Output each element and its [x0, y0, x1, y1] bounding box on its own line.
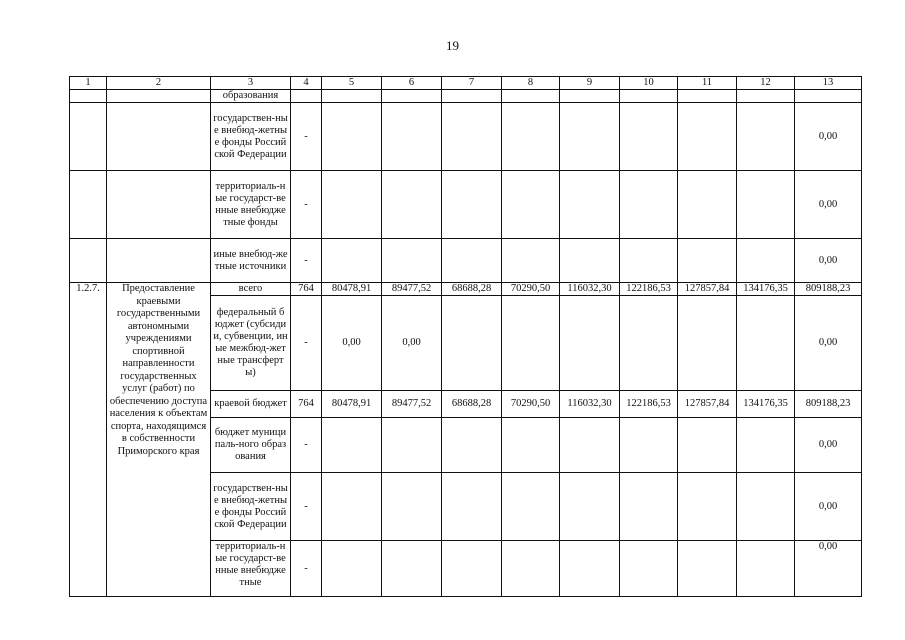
value-cell: 0,00 — [795, 541, 862, 597]
code-cell: - — [291, 541, 322, 597]
value-cell: 134176,35 — [737, 391, 795, 418]
value-cell — [322, 239, 382, 283]
value-cell — [678, 171, 737, 239]
value-cell — [560, 296, 620, 391]
value-cell: 0,00 — [795, 171, 862, 239]
value-cell — [678, 541, 737, 597]
funding-source-cell: государствен-ные внебюд-жетные фонды Российской Федерации — [211, 103, 291, 171]
value-cell — [442, 296, 502, 391]
header-cell: 4 — [291, 77, 322, 90]
budget-table — [69, 76, 862, 597]
value-cell: 116032,30 — [560, 391, 620, 418]
item-description-cell: Предоставление краевыми государственными автономными учреждениями спортивной направленности государственных услуг (работ) по обеспечению доступа населения к объектам спорта, находящимся в собственности Приморского края — [107, 283, 211, 597]
header-cell: 10 — [620, 77, 678, 90]
value-cell — [560, 418, 620, 473]
value-cell: 809188,23 — [795, 391, 862, 418]
code-cell: - — [291, 239, 322, 283]
code-cell: - — [291, 418, 322, 473]
table-row — [70, 171, 862, 239]
header-row — [70, 77, 862, 90]
funding-source-cell: образования — [211, 90, 291, 103]
value-cell — [382, 239, 442, 283]
value-cell — [737, 103, 795, 171]
funding-source-cell: краевой бюджет — [211, 391, 291, 418]
value-cell — [502, 473, 560, 541]
value-cell — [560, 239, 620, 283]
funding-source-cell: бюджет муниципаль-ного образования — [211, 418, 291, 473]
value-cell — [502, 296, 560, 391]
value-cell — [442, 90, 502, 103]
value-cell — [382, 171, 442, 239]
value-cell — [322, 103, 382, 171]
value-cell — [442, 418, 502, 473]
value-cell: 116032,30 — [560, 283, 620, 296]
value-cell: 0,00 — [795, 473, 862, 541]
value-cell: 122186,53 — [620, 283, 678, 296]
value-cell: 0,00 — [795, 103, 862, 171]
value-cell — [795, 90, 862, 103]
code-cell — [291, 90, 322, 103]
value-cell — [678, 296, 737, 391]
value-cell: 134176,35 — [737, 283, 795, 296]
value-cell: 0,00 — [795, 239, 862, 283]
value-cell — [502, 418, 560, 473]
value-cell — [678, 418, 737, 473]
item-number-cell — [70, 103, 107, 171]
item-number-cell — [70, 90, 107, 103]
value-cell — [560, 90, 620, 103]
value-cell — [560, 103, 620, 171]
value-cell — [502, 541, 560, 597]
value-cell — [620, 239, 678, 283]
value-cell — [620, 296, 678, 391]
header-cell: 5 — [322, 77, 382, 90]
value-cell: 0,00 — [382, 296, 442, 391]
value-cell: 0,00 — [795, 418, 862, 473]
value-cell: 809188,23 — [795, 283, 862, 296]
value-cell — [442, 541, 502, 597]
value-cell — [737, 296, 795, 391]
header-cell: 7 — [442, 77, 502, 90]
value-cell — [620, 90, 678, 103]
value-cell — [382, 418, 442, 473]
header-cell: 9 — [560, 77, 620, 90]
value-cell — [502, 171, 560, 239]
value-cell — [737, 541, 795, 597]
header-cell: 13 — [795, 77, 862, 90]
value-cell — [620, 541, 678, 597]
value-cell: 80478,91 — [322, 283, 382, 296]
value-cell — [737, 418, 795, 473]
value-cell: 70290,50 — [502, 283, 560, 296]
value-cell — [442, 171, 502, 239]
value-cell — [322, 171, 382, 239]
code-cell: - — [291, 103, 322, 171]
value-cell — [620, 473, 678, 541]
funding-source-cell: иные внебюд-жетные источники — [211, 239, 291, 283]
code-cell: 764 — [291, 283, 322, 296]
value-cell — [502, 90, 560, 103]
value-cell — [442, 103, 502, 171]
value-cell — [502, 239, 560, 283]
table-row — [70, 103, 862, 171]
value-cell — [560, 473, 620, 541]
code-cell: - — [291, 171, 322, 239]
value-cell — [382, 103, 442, 171]
value-cell — [737, 473, 795, 541]
value-cell — [678, 103, 737, 171]
header-cell: 2 — [107, 77, 211, 90]
funding-source-cell: территориаль-ные государст-венные внебюджетные фонды — [211, 171, 291, 239]
item-description-cell — [107, 171, 211, 239]
value-cell: 127857,84 — [678, 283, 737, 296]
table-row — [70, 283, 862, 296]
item-number-cell — [70, 171, 107, 239]
value-cell: 0,00 — [322, 296, 382, 391]
value-cell — [442, 473, 502, 541]
table-row — [70, 239, 862, 283]
value-cell — [382, 473, 442, 541]
value-cell — [502, 103, 560, 171]
table-row — [70, 90, 862, 103]
value-cell: 68688,28 — [442, 283, 502, 296]
value-cell: 68688,28 — [442, 391, 502, 418]
value-cell — [620, 418, 678, 473]
item-description-cell — [107, 90, 211, 103]
value-cell: 122186,53 — [620, 391, 678, 418]
value-cell — [737, 171, 795, 239]
header-cell: 6 — [382, 77, 442, 90]
item-description-cell — [107, 103, 211, 171]
value-cell: 127857,84 — [678, 391, 737, 418]
header-cell: 3 — [211, 77, 291, 90]
code-cell: - — [291, 473, 322, 541]
value-cell — [382, 541, 442, 597]
value-cell — [382, 90, 442, 103]
value-cell: 80478,91 — [322, 391, 382, 418]
value-cell: 0,00 — [795, 296, 862, 391]
header-cell: 12 — [737, 77, 795, 90]
value-cell — [560, 541, 620, 597]
value-cell: 70290,50 — [502, 391, 560, 418]
item-number-cell: 1.2.7. — [70, 283, 107, 597]
code-cell: 764 — [291, 391, 322, 418]
value-cell: 89477,52 — [382, 391, 442, 418]
funding-source-cell: всего — [211, 283, 291, 296]
value-cell — [322, 541, 382, 597]
value-cell — [560, 171, 620, 239]
header-cell: 11 — [678, 77, 737, 90]
funding-source-cell: государствен-ные внебюд-жетные фонды Российской Федерации — [211, 473, 291, 541]
value-cell — [620, 171, 678, 239]
value-cell — [737, 90, 795, 103]
page-number: 19 — [446, 38, 459, 53]
funding-source-cell: территориаль-ные государст-венные внебюджетные — [211, 541, 291, 597]
value-cell — [620, 103, 678, 171]
header-cell: 8 — [502, 77, 560, 90]
item-description-cell — [107, 239, 211, 283]
value-cell — [678, 473, 737, 541]
funding-source-cell: федеральный бюджет (субсидии, субвенции, иные межбюд-жетные трансферты) — [211, 296, 291, 391]
value-cell — [322, 90, 382, 103]
value-cell: 89477,52 — [382, 283, 442, 296]
value-cell — [737, 239, 795, 283]
value-cell — [442, 239, 502, 283]
value-cell — [678, 239, 737, 283]
value-cell — [322, 418, 382, 473]
item-number-cell — [70, 239, 107, 283]
value-cell — [678, 90, 737, 103]
value-cell — [322, 473, 382, 541]
header-cell: 1 — [70, 77, 107, 90]
code-cell: - — [291, 296, 322, 391]
